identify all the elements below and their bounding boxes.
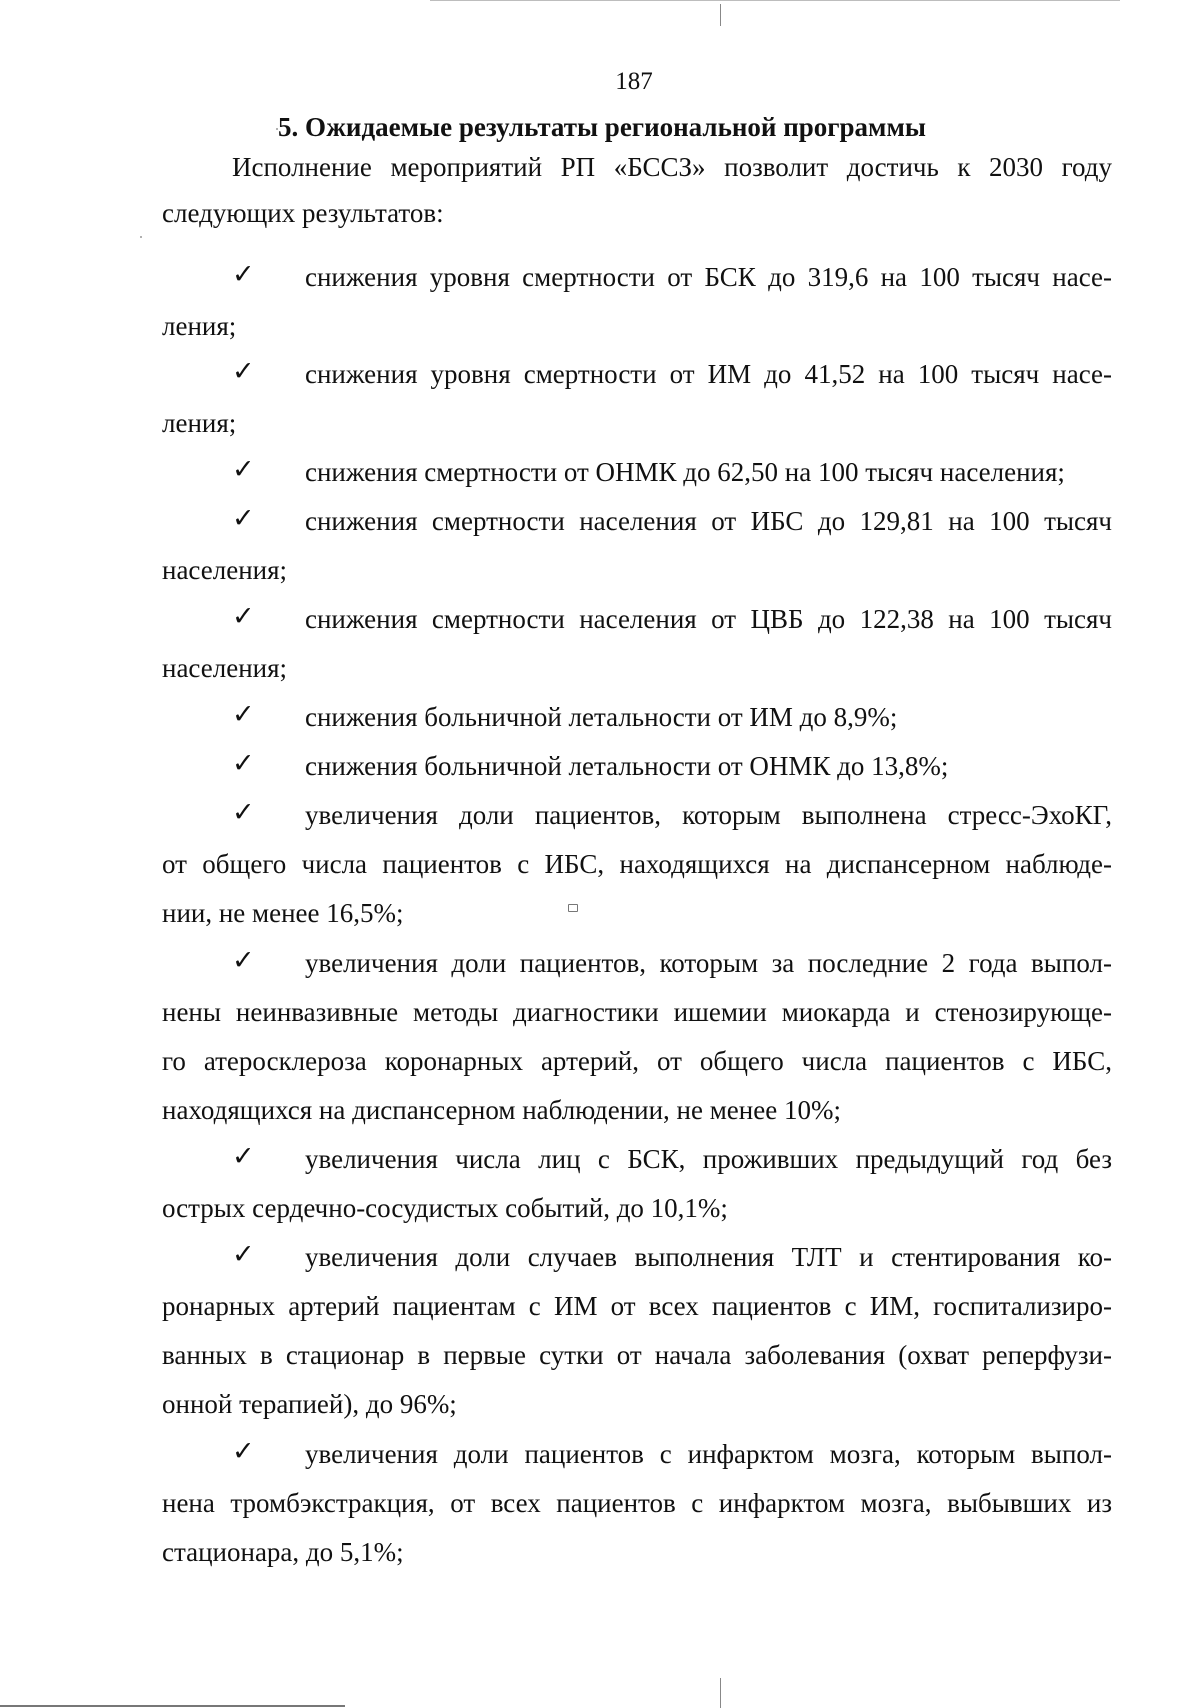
list-item: увеличения доли случаев выполнения ТЛТ и стентирования ко- [305, 1242, 1112, 1272]
list-item: снижения смертности от ОНМК до 62,50 на 100 тысяч населения; [305, 457, 1065, 487]
check-mark-icon: ✓ [232, 699, 255, 730]
check-mark-icon: ✓ [232, 1436, 255, 1467]
list-item: увеличения доли пациентов с инфарктом мозга, которым выпол- [305, 1439, 1112, 1469]
list-item-continuation: го атеросклероза коронарных артерий, от общего числа пациентов с ИБС, [162, 1046, 1112, 1076]
list-item: снижения уровня смертности от ИМ до 41,52 на 100 тысяч насе- [305, 359, 1112, 389]
intro-line: следующих результатов: [162, 198, 444, 228]
list-item: увеличения доли пациентов, которым за последние 2 года выпол- [305, 948, 1112, 978]
list-item: снижения уровня смертности от БСК до 319,6 на 100 тысяч насе- [305, 262, 1112, 292]
check-mark-icon: ✓ [232, 356, 255, 387]
list-item-continuation: ления; [162, 408, 237, 438]
check-mark-icon: ✓ [232, 454, 255, 485]
check-mark-icon: ✓ [232, 259, 255, 290]
list-item-continuation: населения; [162, 555, 288, 585]
scan-border-top [430, 0, 1120, 1]
list-item-continuation: нены неинвазивные методы диагностики ишемии миокарда и стенозирующе- [162, 997, 1112, 1027]
section-title: 5. Ожидаемые результаты региональной программы [278, 112, 926, 142]
list-item: снижения больничной летальности от ОНМК до 13,8%; [305, 751, 949, 781]
scan-speck [568, 904, 578, 912]
list-item-continuation: находящихся на диспансерном наблюдении, не менее 10%; [162, 1095, 841, 1125]
list-item: увеличения доли пациентов, которым выполнена стресс-ЭхоКГ, [305, 800, 1112, 830]
list-item: снижения больничной летальности от ИМ до 8,9%; [305, 702, 898, 732]
intro-line: Исполнение мероприятий РП «БССЗ» позволит достичь к 2030 году [232, 152, 1112, 182]
list-item-continuation: ронарных артерий пациентам с ИМ от всех пациентов с ИМ, госпитализиро- [162, 1291, 1112, 1321]
list-item: снижения смертности населения от ИБС до 129,81 на 100 тысяч [305, 506, 1112, 536]
list-item: увеличения числа лиц с БСК, проживших предыдущий год без [305, 1144, 1112, 1174]
scan-mark-bottom [720, 1678, 721, 1708]
check-mark-icon: ✓ [232, 1239, 255, 1270]
check-mark-icon: ✓ [232, 1141, 255, 1172]
check-mark-icon: ✓ [232, 945, 255, 976]
page-number: 187 [615, 68, 653, 95]
list-item-continuation: нена тромбэкстракция, от всех пациентов с инфарктом мозга, выбывших из [162, 1488, 1112, 1518]
list-item-continuation: населения; [162, 653, 288, 683]
scan-speck [140, 236, 142, 238]
check-mark-icon: ✓ [232, 748, 255, 779]
scan-mark-top [720, 4, 721, 26]
list-item-continuation: ванных в стационар в первые сутки от начала заболевания (охват реперфузи- [162, 1340, 1112, 1370]
list-item-continuation: ления; [162, 311, 237, 341]
check-mark-icon: ✓ [232, 601, 255, 632]
list-item-continuation: онной терапией), до 96%; [162, 1389, 457, 1419]
list-item-continuation: нии, не менее 16,5%; [162, 898, 404, 928]
list-item: снижения смертности населения от ЦВБ до 122,38 на 100 тысяч [305, 604, 1112, 634]
list-item-continuation: острых сердечно-сосудистых событий, до 10,1%; [162, 1193, 728, 1223]
list-item-continuation: от общего числа пациентов с ИБС, находящихся на диспансерном наблюде- [162, 849, 1112, 879]
list-item-continuation: стационара, до 5,1%; [162, 1537, 404, 1567]
scan-speck [276, 128, 278, 130]
check-mark-icon: ✓ [232, 797, 255, 828]
check-mark-icon: ✓ [232, 503, 255, 534]
scan-border-bottom [0, 1705, 345, 1707]
